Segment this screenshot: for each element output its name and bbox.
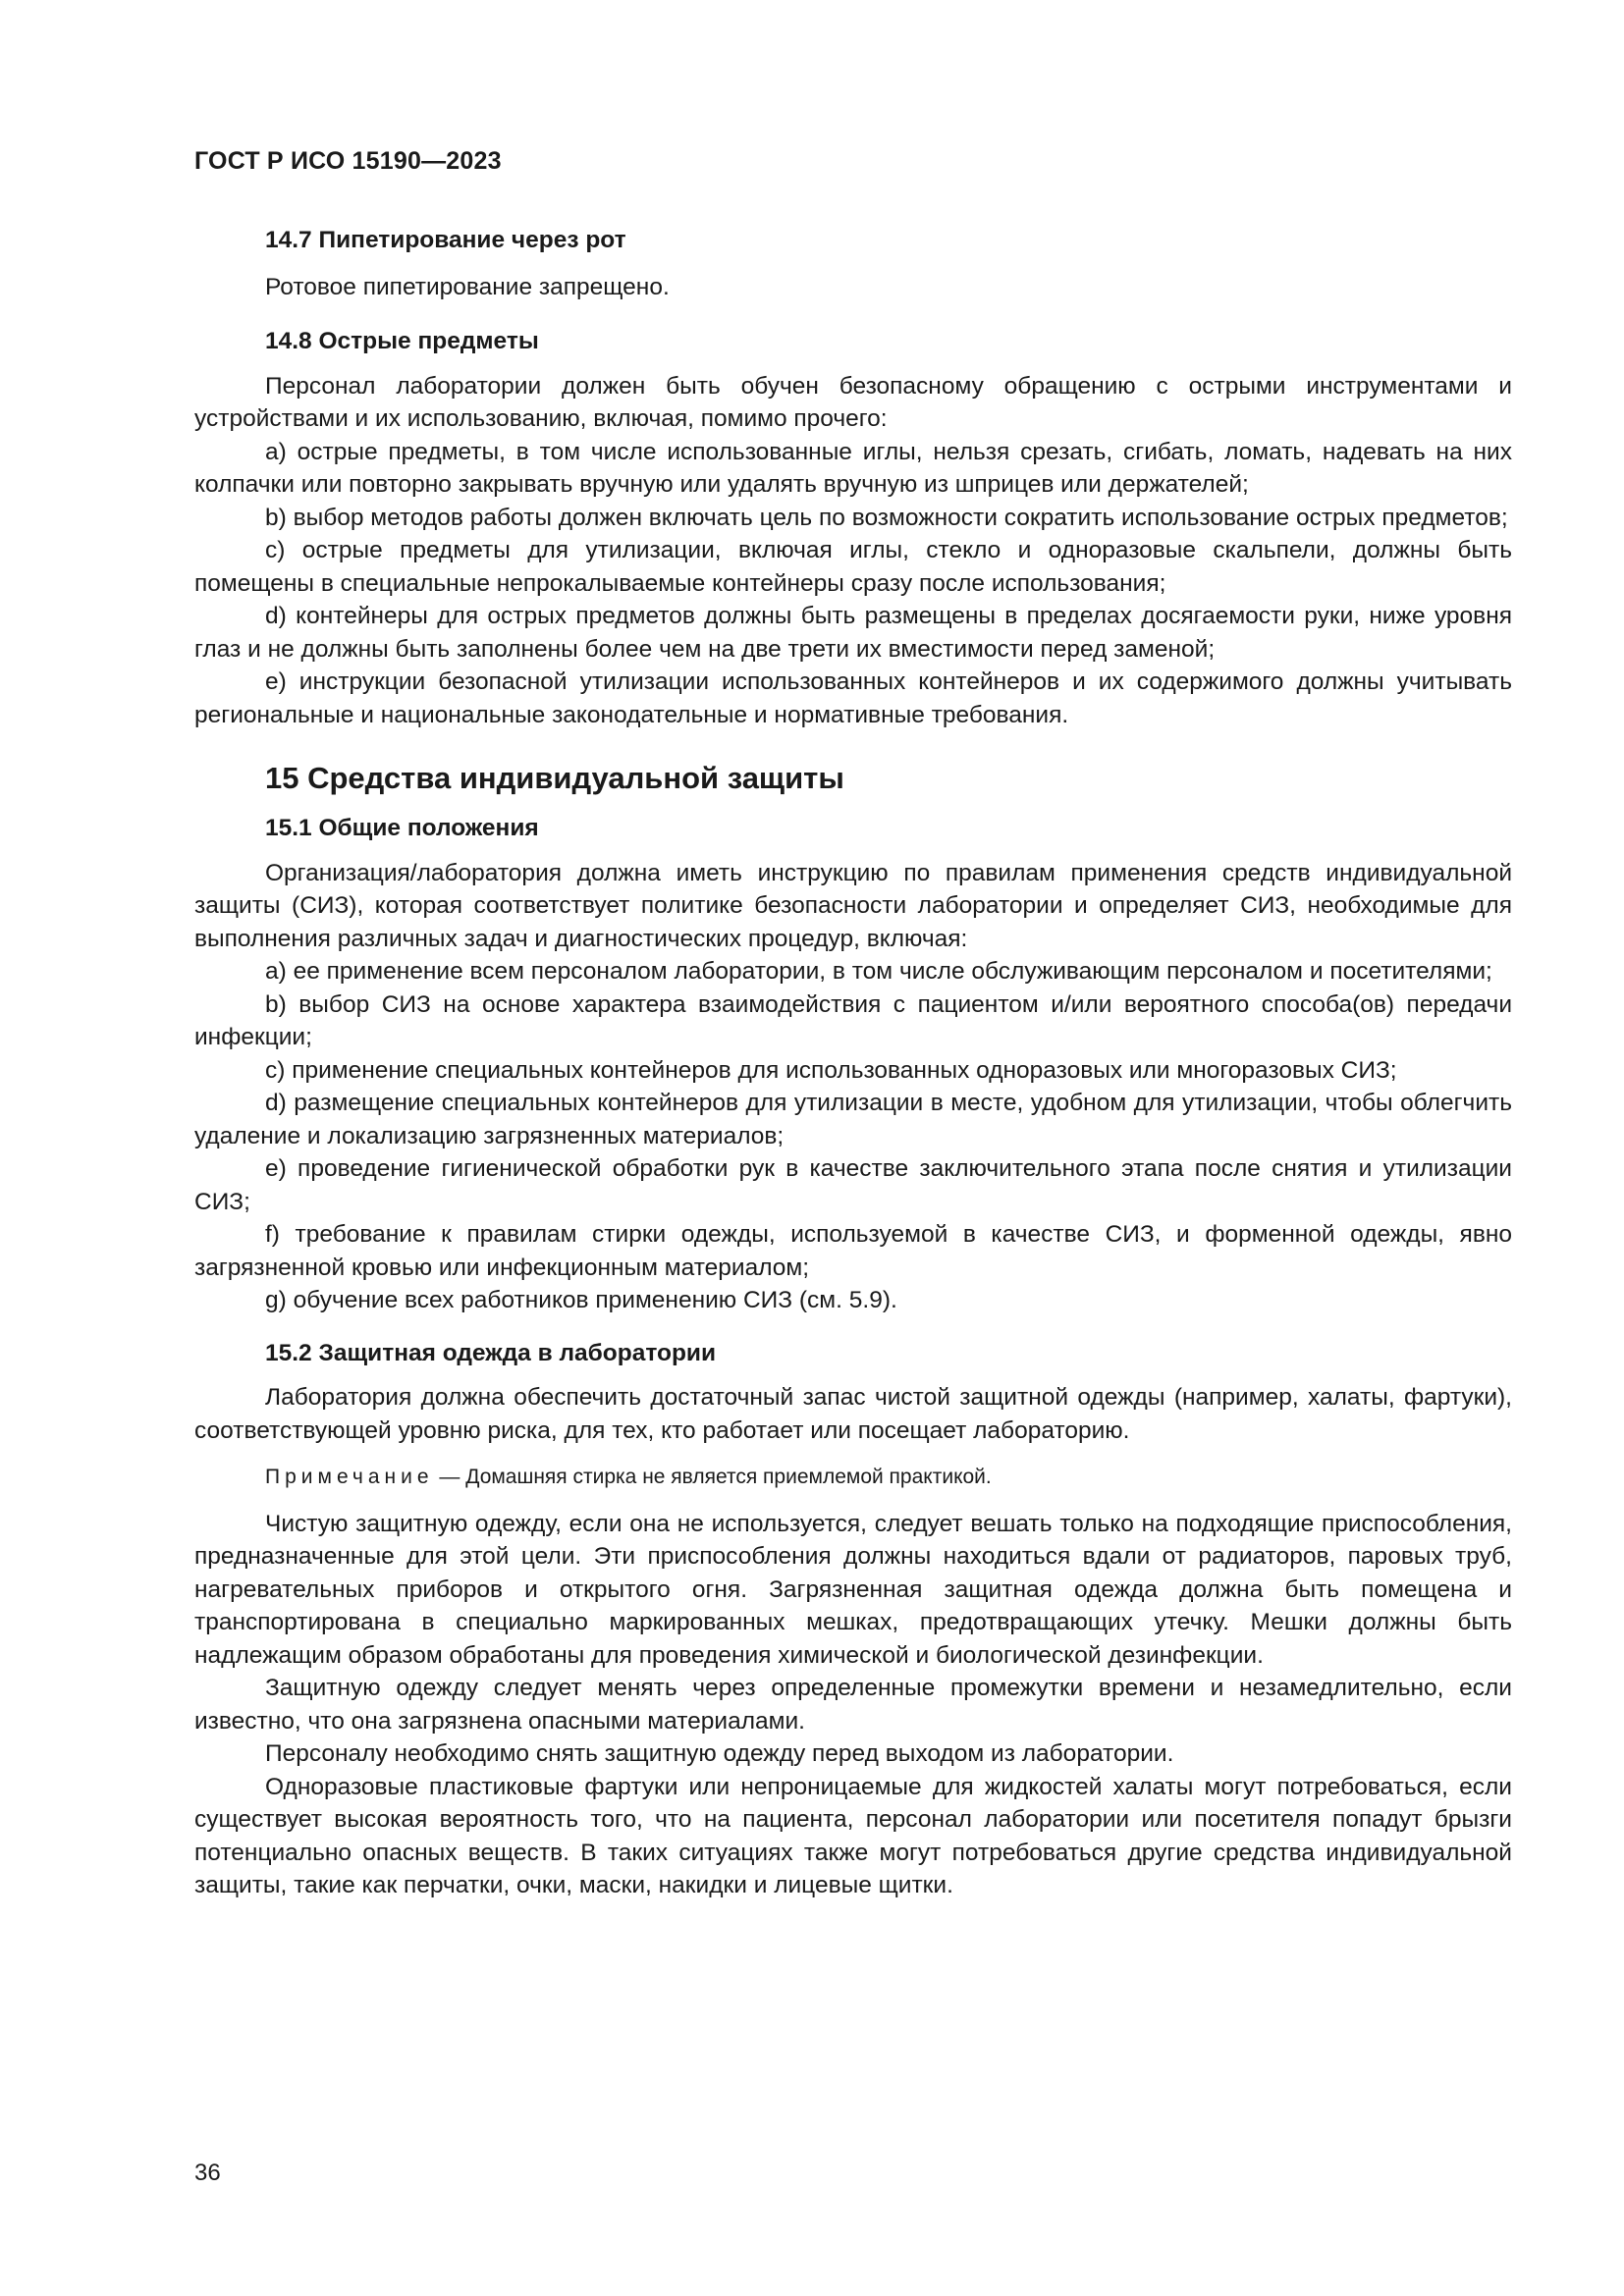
page-body <box>194 224 1512 1902</box>
paragraph: Персонал лаборатории должен быть обучен безопасному обращению с острыми инструментами и устройствами и их использованию, включая, помимо прочего: <box>194 372 1512 432</box>
document-id-header: ГОСТ Р ИСО 15190—2023 <box>194 147 502 175</box>
section-heading-15-2: 15.2 Защитная одежда в лаборатории <box>265 1339 717 1366</box>
list-item: g) обучение всех работников применению СИЗ (см. 5.9). <box>265 1287 897 1313</box>
list-item: d) контейнеры для острых предметов должны быть размещены в пределах досягаемости руки, ниже уровня глаз и не должны быть заполнены более чем на две трети их вместимости перед заменой; <box>194 603 1512 663</box>
list-item: c) острые предметы для утилизации, включая иглы, стекло и одноразовые скальпели, должны быть помещены в специальные непрокалываемые контейнеры сразу после использования; <box>194 537 1512 597</box>
paragraph: Ротовое пипетирование запрещено. <box>265 273 670 300</box>
section-heading-14-8: 14.8 Острые предметы <box>265 328 539 354</box>
paragraph: Чистую защитную одежду, если она не используется, следует вешать только на подходящие приспособления, предназначенные для этой цели. Эти приспособления должны находиться вдали от радиаторов, паровых труб, нагревательных приборов и открытого огня. Загрязненная защитная одежда должна быть помещена и транспортирована в специально маркированных мешках, предотвращающих утечку. Мешки должны быть надлежащим образом обработаны для проведения химической и биологической дезинфекции. <box>194 1510 1512 1669</box>
note-label: Примечание <box>265 1466 434 1488</box>
section-heading-15-1: 15.1 Общие положения <box>265 815 539 841</box>
list-item: f) требование к правилам стирки одежды, используемой в качестве СИЗ, и форменной одежды, явно загрязненной кровью или инфекционным материалом; <box>194 1221 1512 1281</box>
list-item: e) инструкции безопасной утилизации использованных контейнеров и их содержимого должны учитывать региональные и национальные законодательные и нормативные требования. <box>194 668 1512 728</box>
paragraph: Лаборатория должна обеспечить достаточный запас чистой защитной одежды (например, халаты, фартуки), соответствующей уровню риска, для тех, кто работает или посещает лабораторию. <box>194 1384 1512 1444</box>
list-item: a) ее применение всем персоналом лаборатории, в том числе обслуживающим персоналом и посетителями; <box>265 958 1492 985</box>
list-item: a) острые предметы, в том числе использованные иглы, нельзя срезать, сгибать, ломать, надевать на них колпачки или повторно закрывать вручную или удалять вручную из шприцев или держателей; <box>194 438 1512 498</box>
page-number: 36 <box>194 2160 221 2186</box>
list-item: b) выбор СИЗ на основе характера взаимодействия с пациентом и/или вероятного способа(ов) передачи инфекции; <box>194 990 1512 1050</box>
paragraph: Одноразовые пластиковые фартуки или непроницаемые для жидкостей халаты могут потребоваться, если существует высокая вероятность того, что на пациента, персонал лаборатории или посетителя попадут брызги потенциально опасных веществ. В таких ситуациях также могут потребоваться другие средства индивидуальной защиты, такие как перчатки, очки, маски, накидки и лицевые щитки. <box>194 1773 1512 1898</box>
list-item: c) применение специальных контейнеров для использованных одноразовых или многоразовых СИЗ; <box>265 1056 1397 1084</box>
section-heading-14-7: 14.7 Пипетирование через рот <box>265 227 626 253</box>
note-text: — Домашняя стирка не является приемлемой практикой. <box>433 1466 992 1488</box>
paragraph: Персоналу необходимо снять защитную одежду перед выходом из лаборатории. <box>265 1740 1174 1767</box>
paragraph: Защитную одежду следует менять через определенные промежутки времени и незамедлительно, если известно, что она загрязнена опасными материалами. <box>194 1675 1512 1735</box>
list-item: e) проведение гигиенической обработки рук в качестве заключительного этапа после снятия и утилизации СИЗ; <box>194 1155 1512 1215</box>
section-heading-15: 15 Средства индивидуальной защиты <box>265 761 844 795</box>
list-item: b) выбор методов работы должен включать цель по возможности сократить использование острых предметов; <box>265 504 1508 531</box>
paragraph: Организация/лаборатория должна иметь инструкцию по правилам применения средств индивидуальной защиты (СИЗ), которая соответствует политике безопасности лаборатории и определяет СИЗ, необходимые для выполнения различных задач и диагностических процедур, включая: <box>194 859 1512 952</box>
list-item: d) размещение специальных контейнеров для утилизации в месте, удобном для утилизации, чтобы облегчить удаление и локализацию загрязненных материалов; <box>194 1090 1512 1149</box>
note <box>194 1461 1512 1494</box>
